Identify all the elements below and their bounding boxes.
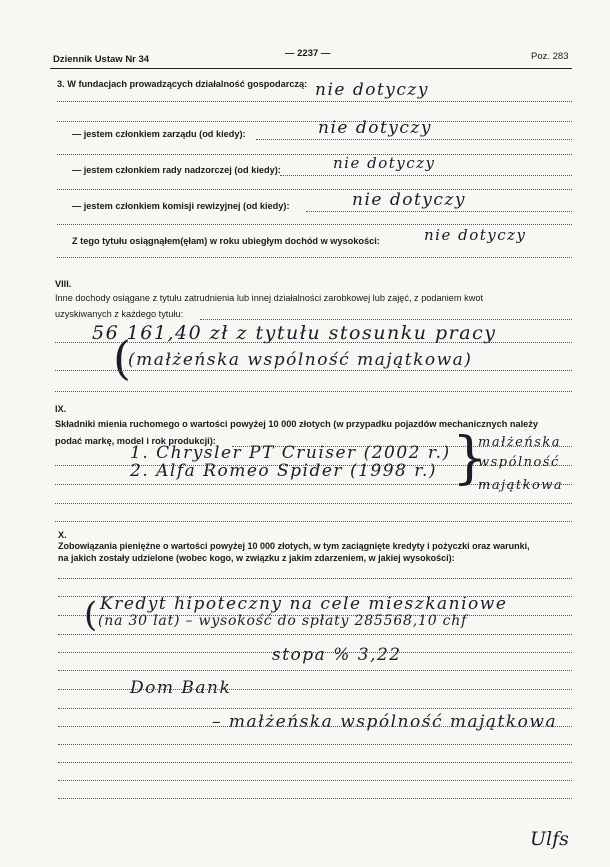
position-number: Poz. 283 [531,51,569,62]
dotted-line [58,708,572,709]
movable-property-question-line1: Składniki mienia ruchomego o wartości powyżej 10 000 złotych (w przypadku pojazdów mechanicznych należy [55,419,538,429]
vehicle-1: 1. Chrysler PT Cruiser (2002 r.) [130,443,451,463]
foundations-answer: nie dotyczy [315,80,429,100]
vehicle-ownership-note-line3: majątkowa [478,478,564,493]
audit-committee-label: — jestem członkiem komisji rewizyjnej (od kiedy): [72,201,290,211]
mortgage-line2: (na 30 lat) – wysokość do spłaty 285568,10 chf [98,613,468,629]
brace-mark: } [452,426,488,491]
section-x-numeral: X. [58,530,67,540]
other-income-answer-line2: (małżeńska wspólność majątkowa) [128,350,473,370]
journal-title: Dziennik Ustaw Nr 34 [53,54,150,65]
mortgage-ownership-note: – małżeńska wspólność majątkowa [212,712,558,732]
board-member-answer: nie dotyczy [318,118,432,138]
vehicle-ownership-note-line2: wspólność [478,455,560,470]
dotted-line [55,370,572,371]
income-answer: nie dotyczy [424,226,527,244]
dotted-line [58,578,572,579]
dotted-line [57,189,572,190]
section-viii-numeral: VIII. [55,279,72,289]
dotted-line [58,652,572,653]
liabilities-question-line2: na jakich zostały udzielone (wobec kogo, w związku z jakim zdarzeniem, w jakiej wysokości): [58,553,455,563]
vehicle-ownership-note-line1: małżeńska [478,435,562,450]
mortgage-interest-rate: stopa % 3,22 [272,645,402,665]
dotted-line [57,257,572,258]
open-paren-mark: ( [84,595,98,635]
mortgage-lender: Dom Bank [130,678,232,698]
dotted-line [256,139,572,140]
header-rule [50,68,572,69]
dotted-line [306,211,572,212]
income-label: Z tego tytułu osiągnąłem(ęłam) w roku ubiegłym dochód w wysokości: [72,236,380,246]
dotted-line [58,780,572,781]
supervisory-board-answer: nie dotyczy [333,154,436,172]
dotted-line [57,154,572,155]
dotted-line [58,689,572,690]
audit-committee-answer: nie dotyczy [352,190,466,210]
mortgage-line1: Kredyt hipoteczny na cele mieszkaniowe [100,594,508,614]
dotted-line [58,670,572,671]
dotted-line [58,798,572,799]
movable-property-question-line2: podać markę, model i rok produkcji): [55,436,216,446]
dotted-line [58,744,572,745]
dotted-line [57,101,572,102]
dotted-line [55,503,572,504]
section-ix-numeral: IX. [55,404,67,414]
other-income-question-line1: Inne dochody osiągane z tytułu zatrudnienia lub innej działalności zarobkowej lub zajęć, z podaniem kwot [55,293,483,303]
dotted-line [57,224,572,225]
board-member-label: — jestem członkiem zarządu (od kiedy): [72,129,246,139]
other-income-question-line2: uzyskiwanych z każdego tytułu: [55,309,184,319]
dotted-line [58,762,572,763]
other-income-answer-line1: 56 161,40 zł z tytułu stosunku pracy [92,322,497,344]
liabilities-question-line1: Zobowiązania pieniężne o wartości powyżej 10 000 złotych, w tym zaciągnięte kredyty i pożyczki oraz warunki, [58,541,530,551]
dotted-line [55,521,572,522]
dotted-line [280,175,572,176]
dotted-line [55,391,572,392]
supervisory-board-label: — jestem członkiem rady nadzorczej (od kiedy): [72,165,281,175]
dotted-line [58,726,572,727]
signature: Ulfs [530,828,569,850]
page-number: — 2237 — [285,48,331,59]
dotted-line [57,121,572,122]
dotted-line [55,342,572,343]
dotted-line [200,319,572,320]
dotted-line [58,634,572,635]
vehicle-2: 2. Alfa Romeo Spider (1998 r.) [130,461,438,481]
open-paren-mark: ( [113,331,131,385]
foundations-question: 3. W fundacjach prowadzących działalność gospodarczą: [57,79,308,89]
